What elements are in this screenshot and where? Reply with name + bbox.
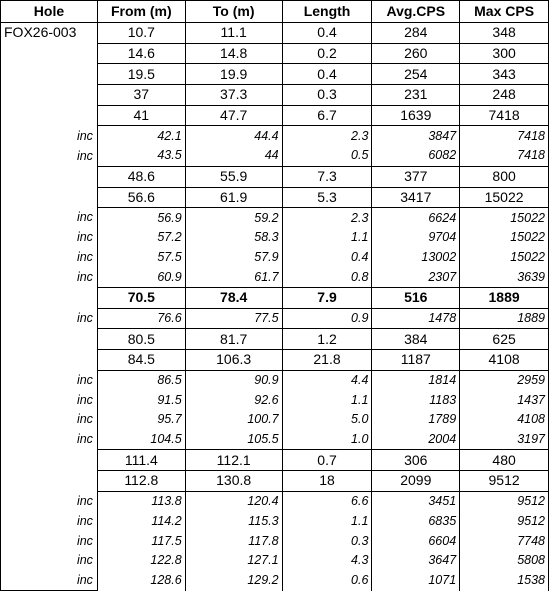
- inc-label: inc: [1, 410, 98, 430]
- hole-cell: [1, 450, 98, 471]
- to-cell: 90.9: [185, 370, 282, 390]
- avg-cps-cell: 1478: [372, 308, 460, 329]
- hole-cell: [1, 43, 98, 64]
- from-cell: 114.2: [97, 512, 185, 532]
- table-row: [1, 471, 549, 492]
- to-cell: 14.8: [185, 43, 282, 64]
- max-cps-cell: 1889: [460, 308, 549, 329]
- length-cell: 1.1: [282, 390, 372, 410]
- to-cell: 44.4: [185, 126, 282, 146]
- header-avg-cps: Avg.CPS: [372, 1, 460, 23]
- max-cps-cell: 300: [460, 43, 549, 64]
- to-cell: 120.4: [185, 491, 282, 511]
- table-row: [1, 187, 549, 208]
- length-cell: 0.9: [282, 308, 372, 329]
- from-cell: 57.5: [97, 248, 185, 268]
- table-row-inc: [1, 410, 549, 430]
- to-cell: 61.9: [185, 187, 282, 208]
- avg-cps-cell: 2307: [372, 267, 460, 287]
- avg-cps-cell: 2004: [372, 430, 460, 450]
- length-cell: 21.8: [282, 350, 372, 371]
- max-cps-cell: 4108: [460, 350, 549, 371]
- max-cps-cell: 9512: [460, 512, 549, 532]
- inc-label: inc: [1, 370, 98, 390]
- table-row-inc: [1, 208, 549, 228]
- table-row: [1, 166, 549, 187]
- max-cps-cell: 15022: [460, 208, 549, 228]
- to-cell: 130.8: [185, 471, 282, 492]
- avg-cps-cell: 3847: [372, 126, 460, 146]
- table-row: [1, 85, 549, 106]
- to-cell: 92.6: [185, 390, 282, 410]
- to-cell: 55.9: [185, 166, 282, 187]
- from-cell: 112.8: [97, 471, 185, 492]
- header-max-cps: Max CPS: [460, 1, 549, 23]
- header-hole: Hole: [1, 1, 98, 23]
- table-row-inc: [1, 228, 549, 248]
- to-cell: 11.1: [185, 23, 282, 44]
- inc-label: inc: [1, 267, 98, 287]
- max-cps-cell: 7418: [460, 126, 549, 146]
- from-cell: 43.5: [97, 146, 185, 166]
- hole-cell: [1, 471, 98, 492]
- to-cell: 47.7: [185, 105, 282, 126]
- length-cell: 0.7: [282, 450, 372, 471]
- avg-cps-cell: 6082: [372, 146, 460, 166]
- hole-cell: [1, 166, 98, 187]
- from-cell: 91.5: [97, 390, 185, 410]
- hole-cell: [1, 287, 98, 308]
- max-cps-cell: 9512: [460, 491, 549, 511]
- avg-cps-cell: 6604: [372, 531, 460, 551]
- from-cell: 76.6: [97, 308, 185, 329]
- length-cell: 0.6: [282, 571, 372, 591]
- from-cell: 14.6: [97, 43, 185, 64]
- max-cps-cell: 15022: [460, 187, 549, 208]
- length-cell: 1.0: [282, 430, 372, 450]
- from-cell: 56.9: [97, 208, 185, 228]
- table-row-inc: [1, 531, 549, 551]
- inc-label: inc: [1, 551, 98, 571]
- avg-cps-cell: 1187: [372, 350, 460, 371]
- max-cps-cell: 1437: [460, 390, 549, 410]
- from-cell: 41: [97, 105, 185, 126]
- to-cell: 78.4: [185, 287, 282, 308]
- table-row-inc: [1, 512, 549, 532]
- length-cell: 1.1: [282, 512, 372, 532]
- length-cell: 0.3: [282, 85, 372, 106]
- avg-cps-cell: 260: [372, 43, 460, 64]
- from-cell: 10.7: [97, 23, 185, 44]
- inc-label: inc: [1, 512, 98, 532]
- to-cell: 37.3: [185, 85, 282, 106]
- length-cell: 0.5: [282, 146, 372, 166]
- to-cell: 100.7: [185, 410, 282, 430]
- length-cell: 0.4: [282, 64, 372, 85]
- max-cps-cell: 9512: [460, 471, 549, 492]
- max-cps-cell: 5808: [460, 551, 549, 571]
- from-cell: 122.8: [97, 551, 185, 571]
- to-cell: 57.9: [185, 248, 282, 268]
- from-cell: 57.2: [97, 228, 185, 248]
- to-cell: 129.2: [185, 571, 282, 591]
- from-cell: 95.7: [97, 410, 185, 430]
- avg-cps-cell: 6624: [372, 208, 460, 228]
- avg-cps-cell: 1789: [372, 410, 460, 430]
- max-cps-cell: 1889: [460, 287, 549, 308]
- table-row: [1, 105, 549, 126]
- table-row-inc: [1, 146, 549, 166]
- inc-label: inc: [1, 390, 98, 410]
- to-cell: 127.1: [185, 551, 282, 571]
- length-cell: 2.3: [282, 126, 372, 146]
- hole-cell: [1, 350, 98, 371]
- table-row: [1, 450, 549, 471]
- max-cps-cell: 3197: [460, 430, 549, 450]
- avg-cps-cell: 3417: [372, 187, 460, 208]
- from-cell: 48.6: [97, 166, 185, 187]
- to-cell: 117.8: [185, 531, 282, 551]
- avg-cps-cell: 284: [372, 23, 460, 44]
- to-cell: 105.5: [185, 430, 282, 450]
- header-row: [1, 1, 549, 23]
- inc-label: inc: [1, 531, 98, 551]
- table-body: [1, 23, 549, 591]
- table-row: [1, 43, 549, 64]
- length-cell: 0.4: [282, 248, 372, 268]
- avg-cps-cell: 13002: [372, 248, 460, 268]
- avg-cps-cell: 1814: [372, 370, 460, 390]
- hole-cell: [1, 187, 98, 208]
- hole-cell: [1, 64, 98, 85]
- max-cps-cell: 1538: [460, 571, 549, 591]
- length-cell: 0.3: [282, 531, 372, 551]
- max-cps-cell: 15022: [460, 228, 549, 248]
- avg-cps-cell: 9704: [372, 228, 460, 248]
- table-row-inc: [1, 571, 549, 591]
- header-from: From (m): [97, 1, 185, 23]
- inc-label: inc: [1, 308, 98, 329]
- length-cell: 6.7: [282, 105, 372, 126]
- inc-label: inc: [1, 430, 98, 450]
- from-cell: 113.8: [97, 491, 185, 511]
- max-cps-cell: 343: [460, 64, 549, 85]
- header-to: To (m): [185, 1, 282, 23]
- length-cell: 5.3: [282, 187, 372, 208]
- inc-label: inc: [1, 146, 98, 166]
- avg-cps-cell: 231: [372, 85, 460, 106]
- table-row-inc: [1, 390, 549, 410]
- avg-cps-cell: 3647: [372, 551, 460, 571]
- table-row: [1, 287, 549, 308]
- avg-cps-cell: 384: [372, 329, 460, 350]
- to-cell: 61.7: [185, 267, 282, 287]
- to-cell: 115.3: [185, 512, 282, 532]
- length-cell: 1.2: [282, 329, 372, 350]
- avg-cps-cell: 6835: [372, 512, 460, 532]
- to-cell: 81.7: [185, 329, 282, 350]
- length-cell: 2.3: [282, 208, 372, 228]
- hole-id: FOX26-003: [1, 23, 98, 44]
- from-cell: 84.5: [97, 350, 185, 371]
- avg-cps-cell: 1639: [372, 105, 460, 126]
- table-row-inc: [1, 370, 549, 390]
- inc-label: inc: [1, 248, 98, 268]
- length-cell: 4.3: [282, 551, 372, 571]
- inc-label: inc: [1, 491, 98, 511]
- hole-cell: [1, 329, 98, 350]
- avg-cps-cell: 254: [372, 64, 460, 85]
- length-cell: 6.6: [282, 491, 372, 511]
- max-cps-cell: 800: [460, 166, 549, 187]
- from-cell: 117.5: [97, 531, 185, 551]
- header-length: Length: [282, 1, 372, 23]
- to-cell: 59.2: [185, 208, 282, 228]
- from-cell: 128.6: [97, 571, 185, 591]
- hole-cell: [1, 105, 98, 126]
- avg-cps-cell: 516: [372, 287, 460, 308]
- from-cell: 111.4: [97, 450, 185, 471]
- max-cps-cell: 7748: [460, 531, 549, 551]
- table-row-inc: [1, 267, 549, 287]
- max-cps-cell: 4108: [460, 410, 549, 430]
- avg-cps-cell: 1183: [372, 390, 460, 410]
- max-cps-cell: 7418: [460, 146, 549, 166]
- length-cell: 0.8: [282, 267, 372, 287]
- table-row-inc: [1, 248, 549, 268]
- to-cell: 106.3: [185, 350, 282, 371]
- from-cell: 70.5: [97, 287, 185, 308]
- from-cell: 104.5: [97, 430, 185, 450]
- table-row: [1, 23, 549, 44]
- max-cps-cell: 348: [460, 23, 549, 44]
- from-cell: 56.6: [97, 187, 185, 208]
- length-cell: 7.3: [282, 166, 372, 187]
- avg-cps-cell: 306: [372, 450, 460, 471]
- table-row-inc: [1, 430, 549, 450]
- table-row-inc: [1, 491, 549, 511]
- max-cps-cell: 2959: [460, 370, 549, 390]
- inc-label: inc: [1, 571, 98, 591]
- from-cell: 19.5: [97, 64, 185, 85]
- inc-label: inc: [1, 208, 98, 228]
- from-cell: 86.5: [97, 370, 185, 390]
- from-cell: 80.5: [97, 329, 185, 350]
- hole-cell: [1, 85, 98, 106]
- inc-label: inc: [1, 228, 98, 248]
- avg-cps-cell: 2099: [372, 471, 460, 492]
- max-cps-cell: 7418: [460, 105, 549, 126]
- max-cps-cell: 15022: [460, 248, 549, 268]
- to-cell: 19.9: [185, 64, 282, 85]
- max-cps-cell: 625: [460, 329, 549, 350]
- to-cell: 112.1: [185, 450, 282, 471]
- length-cell: 4.4: [282, 370, 372, 390]
- inc-label: inc: [1, 126, 98, 146]
- table-row-inc: [1, 308, 549, 329]
- to-cell: 77.5: [185, 308, 282, 329]
- length-cell: 0.4: [282, 23, 372, 44]
- length-cell: 0.2: [282, 43, 372, 64]
- avg-cps-cell: 377: [372, 166, 460, 187]
- length-cell: 18: [282, 471, 372, 492]
- length-cell: 7.9: [282, 287, 372, 308]
- max-cps-cell: 3639: [460, 267, 549, 287]
- to-cell: 58.3: [185, 228, 282, 248]
- max-cps-cell: 480: [460, 450, 549, 471]
- from-cell: 42.1: [97, 126, 185, 146]
- table-row-inc: [1, 126, 549, 146]
- avg-cps-cell: 3451: [372, 491, 460, 511]
- to-cell: 44: [185, 146, 282, 166]
- from-cell: 60.9: [97, 267, 185, 287]
- table-row: [1, 329, 549, 350]
- table-row-inc: [1, 551, 549, 571]
- table-row: [1, 64, 549, 85]
- avg-cps-cell: 1071: [372, 571, 460, 591]
- table-row: [1, 350, 549, 371]
- max-cps-cell: 248: [460, 85, 549, 106]
- length-cell: 1.1: [282, 228, 372, 248]
- from-cell: 37: [97, 85, 185, 106]
- length-cell: 5.0: [282, 410, 372, 430]
